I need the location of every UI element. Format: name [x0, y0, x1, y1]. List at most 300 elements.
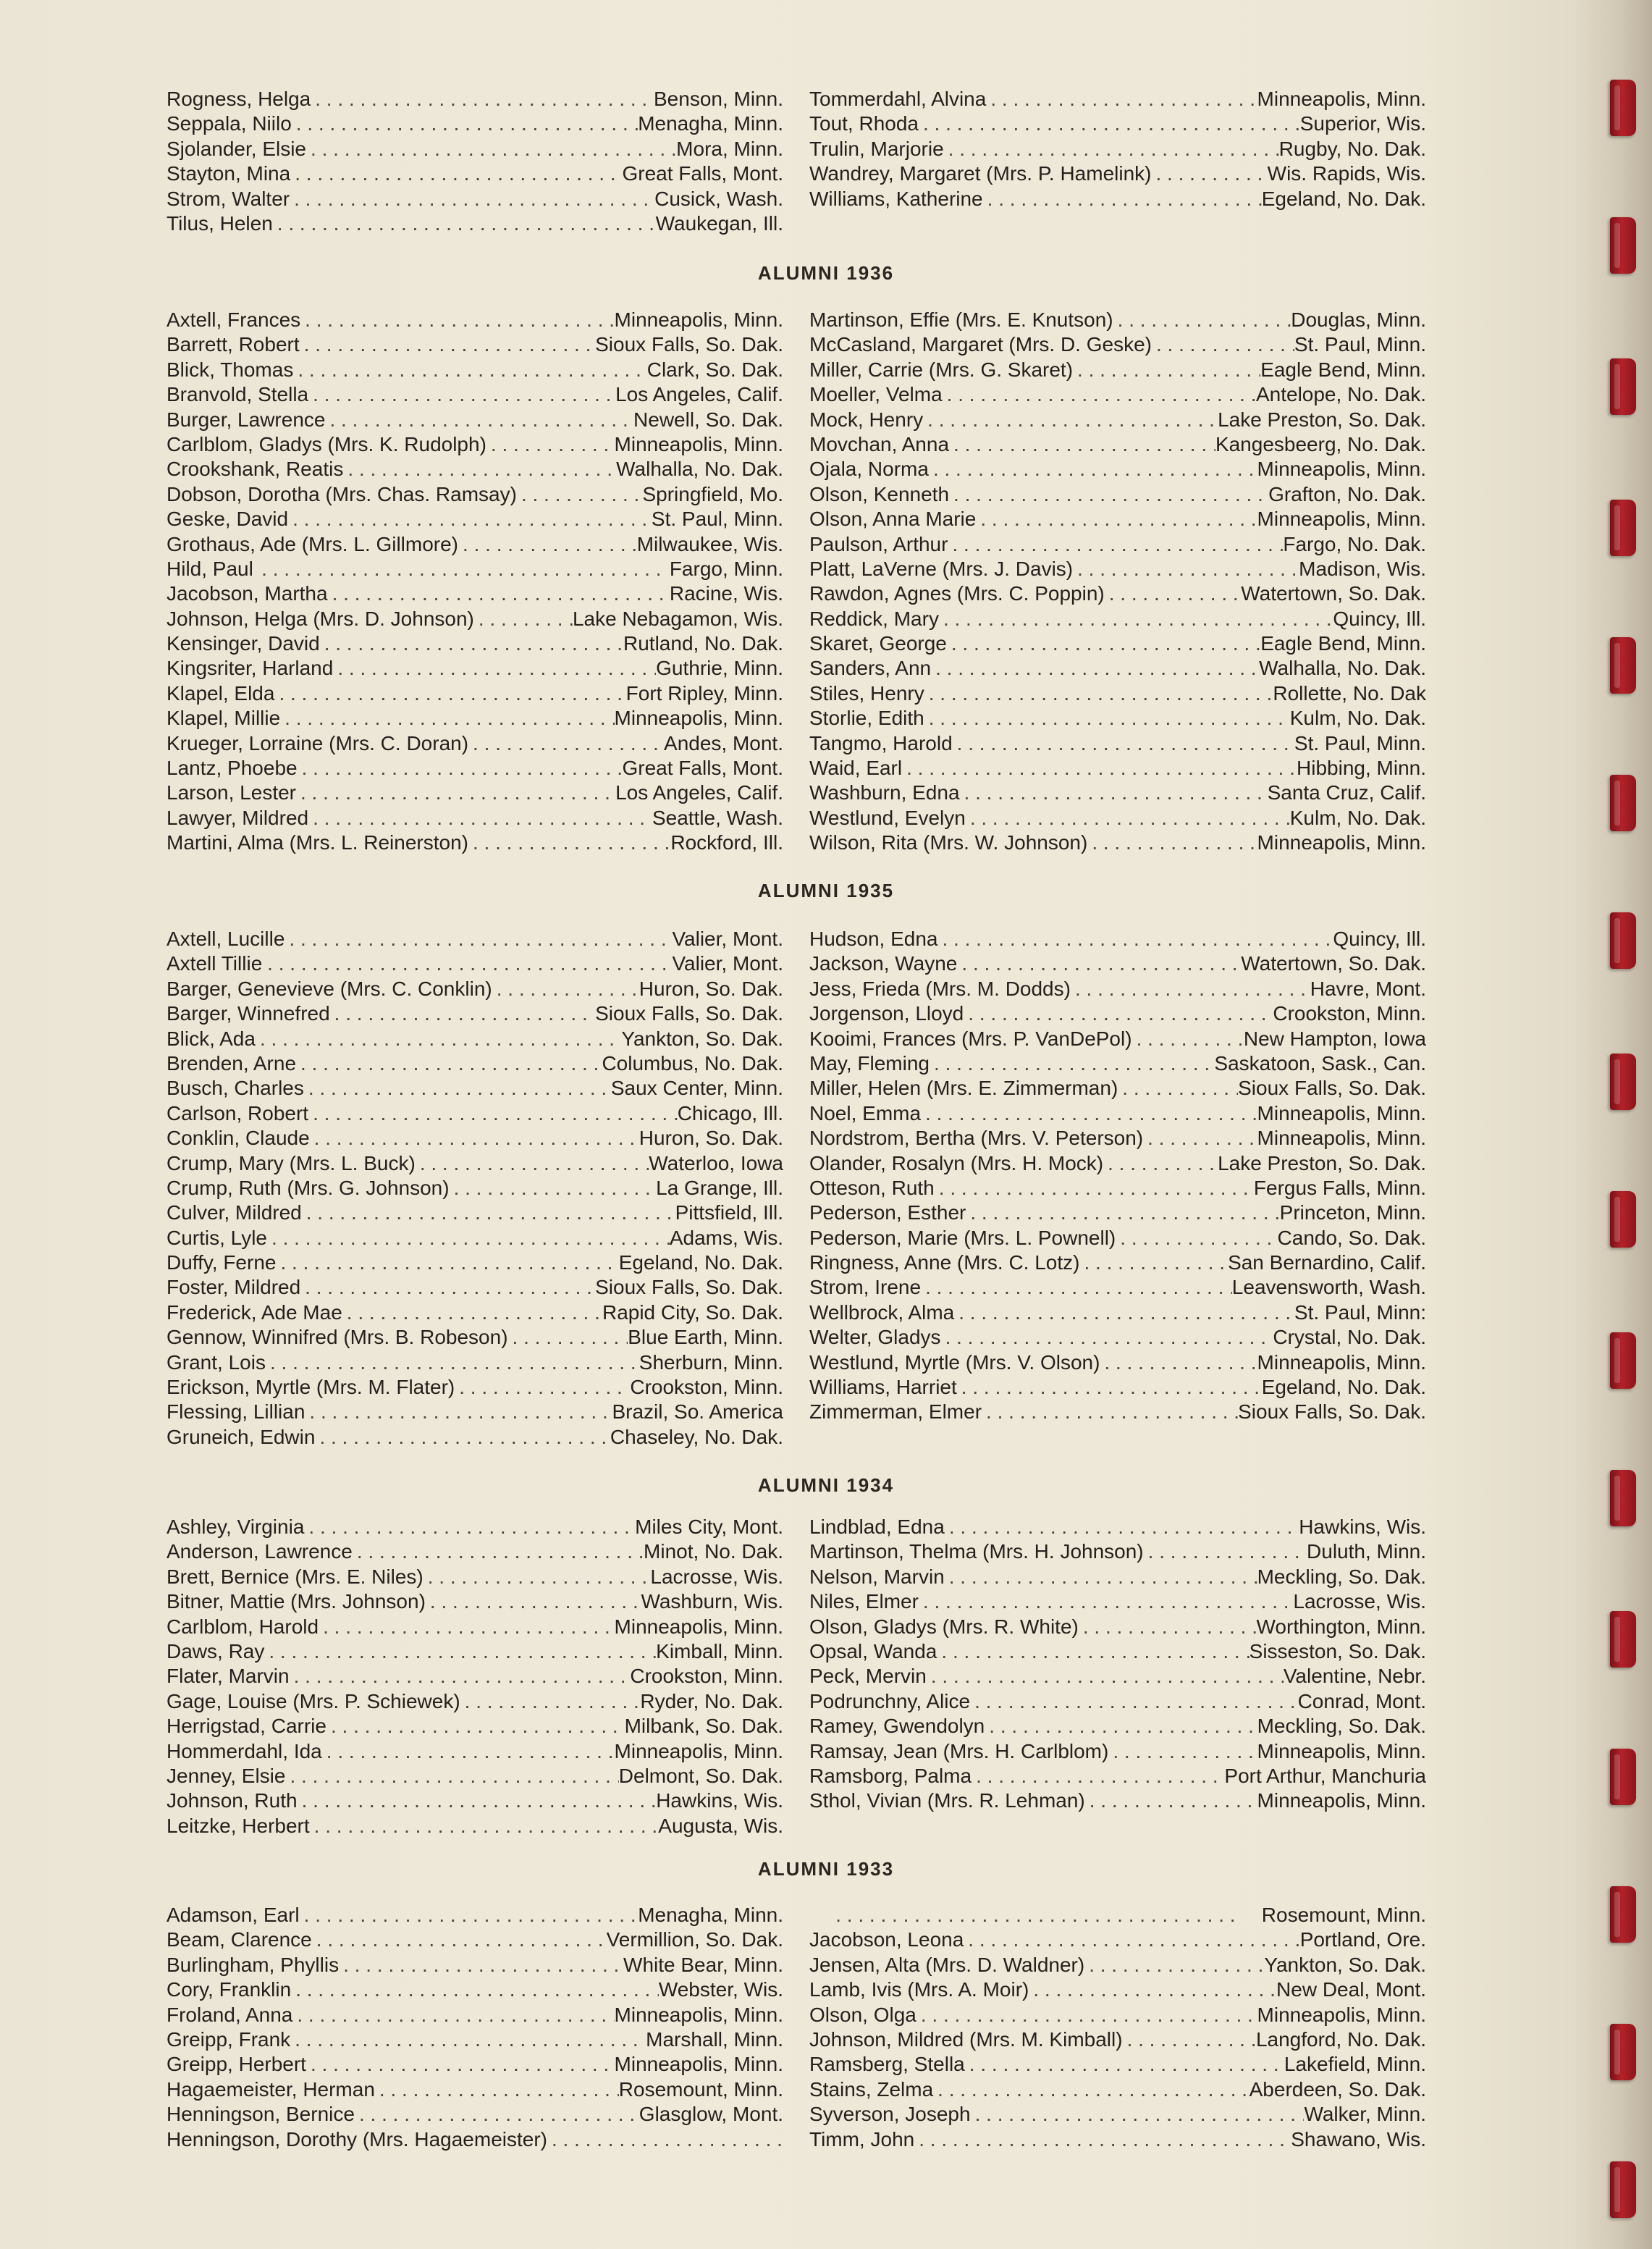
- alumni-entry: [809, 2127, 1426, 2152]
- alumni-entry: [167, 1375, 783, 1400]
- alumni-name: Ramsay, Jean (Mrs. H. Carlblom): [809, 1739, 1109, 1762]
- alumni-location: Kulm, No. Dak.: [1289, 707, 1426, 730]
- alumni-name: May, Fleming: [809, 1051, 930, 1075]
- alumni-name: Dobson, Dorotha (Mrs. Chas. Ramsay): [167, 482, 517, 505]
- binding-ring: [1610, 1191, 1636, 1248]
- alumni-name: Grothaus, Ade (Mrs. L. Gillmore): [167, 532, 459, 555]
- alumni-name: Curtis, Lyle: [167, 1226, 268, 1249]
- alumni-name: Blick, Thomas: [167, 358, 294, 381]
- alumni-location: Minneapolis, Minn.: [1257, 2003, 1426, 2026]
- alumni-location: Augusta, Wis.: [658, 1814, 783, 1837]
- leader-dots: [949, 482, 1268, 507]
- alumni-name: Adamson, Earl: [167, 1904, 300, 1926]
- leader-dots: [273, 211, 656, 236]
- alumni-location: Great Falls, Mont.: [622, 162, 783, 185]
- alumni-location: Marshall, Minn.: [646, 2027, 783, 2051]
- leader-dots: [944, 137, 1279, 161]
- alumni-name: Herrigstad, Carrie: [167, 1715, 326, 1738]
- leader-dots: [916, 2003, 1257, 2027]
- leader-dots: [292, 2003, 614, 2027]
- alumni-location: Sioux Falls, So. Dak.: [1238, 1400, 1426, 1424]
- alumni-entry: [167, 161, 783, 186]
- leader-dots: [305, 1400, 612, 1424]
- alumni-entry: [809, 1689, 1426, 1714]
- alumni-list-right: [809, 927, 1426, 1425]
- alumni-location: Egeland, No. Dak.: [1261, 187, 1426, 210]
- alumni-location: Los Angeles, Calif.: [615, 781, 783, 804]
- alumni-name: Timm, John: [809, 2127, 915, 2151]
- alumni-location: Sioux Falls, So. Dak.: [595, 1276, 783, 1299]
- leader-dots: [957, 1375, 1262, 1400]
- leader-dots: [949, 432, 1215, 457]
- alumni-location: Worthington, Minn.: [1256, 1615, 1426, 1638]
- alumni-entry: [167, 927, 783, 951]
- leader-dots: [300, 332, 595, 357]
- leader-dots: [291, 1977, 659, 2002]
- leader-dots: [266, 1350, 639, 1375]
- leader-dots: [939, 607, 1333, 631]
- binding-ring: [1610, 1332, 1636, 1389]
- alumni-list-left: [167, 927, 783, 1450]
- leader-dots: [312, 1928, 607, 1952]
- leader-dots: [300, 1275, 595, 1300]
- leader-dots: [809, 1903, 1262, 1928]
- alumni-entry: [809, 1764, 1426, 1788]
- alumni-location: Milbank, So. Dak.: [624, 1715, 783, 1738]
- leader-dots: [983, 187, 1262, 211]
- alumni-name: Brenden, Arne: [167, 1051, 297, 1075]
- alumni-location: Huron, So. Dak.: [639, 1127, 783, 1150]
- leader-dots: [970, 1689, 1298, 1714]
- alumni-location: Port Arthur, Manchuria: [1224, 1764, 1426, 1787]
- alumni-entry: [809, 507, 1426, 531]
- alumni-entry: [809, 631, 1426, 656]
- alumni-location: Quincy, Ill.: [1333, 607, 1426, 630]
- alumni-entry: [167, 1027, 783, 1051]
- alumni-entry: [167, 1539, 783, 1564]
- alumni-name: Ojala, Norma: [809, 458, 929, 481]
- alumni-name: Rawdon, Agnes (Mrs. C. Poppin): [809, 582, 1105, 605]
- alumni-location: Watertown, So. Dak.: [1241, 582, 1426, 605]
- alumni-location: Crystal, No. Dak.: [1273, 1326, 1426, 1349]
- leader-dots: [474, 607, 573, 631]
- alumni-location: Minneapolis, Minn.: [1257, 1127, 1426, 1150]
- alumni-name: Johnson, Helga (Mrs. D. Johnson): [167, 607, 474, 630]
- alumni-location: Guthrie, Minn.: [656, 657, 783, 680]
- alumni-entry: [809, 1101, 1426, 1126]
- alumni-name: Henningson, Bernice: [167, 2103, 355, 2126]
- binding-ring: [1610, 217, 1636, 274]
- alumni-entry: [809, 1226, 1426, 1250]
- leader-dots: [330, 1001, 595, 1026]
- alumni-name: Moeller, Velma: [809, 383, 943, 406]
- alumni-name: Hommerdahl, Ida: [167, 1739, 322, 1762]
- binding-ring: [1610, 912, 1636, 969]
- alumni-location: Cusick, Wash.: [654, 187, 783, 210]
- alumni-location: Kimball, Minn.: [656, 1639, 783, 1662]
- leader-dots: [985, 1714, 1257, 1739]
- alumni-location: Havre, Mont.: [1310, 977, 1426, 1000]
- alumni-location: Saskatoon, Sask., Can.: [1214, 1051, 1426, 1075]
- leader-dots: [256, 1027, 621, 1051]
- leader-dots: [450, 1176, 657, 1201]
- leader-dots: [1152, 332, 1294, 357]
- alumni-location: Newell, So. Dak.: [633, 408, 783, 431]
- alumni-location: New Hampton, Iowa: [1243, 1027, 1426, 1050]
- alumni-entry: [167, 951, 783, 976]
- leader-dots: [1087, 831, 1257, 855]
- alumni-location: Watertown, So. Dak.: [1241, 952, 1426, 975]
- alumni-name: Gage, Louise (Mrs. P. Schiewek): [167, 1689, 460, 1712]
- leader-dots: [941, 1325, 1273, 1350]
- alumni-location: Walhalla, No. Dak.: [1259, 657, 1426, 680]
- alumni-location: Clark, So. Dak.: [646, 358, 783, 381]
- leader-dots: [976, 507, 1257, 531]
- leader-dots: [1116, 1226, 1277, 1250]
- alumni-entry: [809, 2027, 1426, 2052]
- leader-dots: [339, 1953, 623, 1977]
- alumni-entry: [809, 1375, 1426, 1400]
- leader-dots: [280, 706, 614, 731]
- alumni-entry: [167, 1589, 783, 1614]
- leader-dots: [954, 1300, 1294, 1325]
- alumni-name: Froland, Anna: [167, 2003, 293, 2026]
- alumni-location: Sioux Falls, So. Dak.: [595, 1002, 783, 1025]
- alumni-location: Seattle, Wash.: [652, 806, 783, 829]
- leader-dots: [921, 1275, 1232, 1300]
- alumni-location: Minneapolis, Minn.: [614, 707, 783, 730]
- alumni-list-right: [809, 1515, 1426, 1814]
- alumni-entry: [809, 1325, 1426, 1350]
- leader-dots: [1085, 1788, 1257, 1813]
- leader-dots: [1152, 161, 1268, 186]
- alumni-name: Podrunchny, Alice: [809, 1689, 971, 1712]
- alumni-location: Eagle Bend, Minn.: [1260, 632, 1426, 655]
- alumni-entry: [809, 1151, 1426, 1176]
- alumni-location: Milwaukee, Wis.: [636, 532, 783, 555]
- alumni-name: Greipp, Herbert: [167, 2053, 306, 2076]
- alumni-entry: [809, 681, 1426, 706]
- alumni-entry: [809, 927, 1426, 951]
- alumni-location: Delmont, So. Dak.: [618, 1764, 783, 1787]
- alumni-entry: [167, 532, 783, 557]
- alumni-entry: [167, 1201, 783, 1225]
- alumni-location: Rosemount, Minn.: [618, 2077, 783, 2101]
- alumni-name: Trulin, Marjorie: [809, 137, 944, 160]
- section-heading: ALUMNI 1933: [757, 1858, 895, 1880]
- alumni-name: Platt, LaVerne (Mrs. J. Davis): [809, 557, 1074, 580]
- alumni-name: Ramey, Gwendolyn: [809, 1715, 985, 1738]
- alumni-entry: [809, 87, 1426, 112]
- leader-dots: [262, 951, 672, 976]
- alumni-name: Sanders, Ann: [809, 657, 932, 680]
- alumni-entry: [809, 457, 1426, 482]
- alumni-name: Paulson, Arthur: [809, 532, 948, 555]
- alumni-entry: [167, 1425, 783, 1450]
- alumni-entry: [809, 977, 1426, 1001]
- alumni-name: Otteson, Ruth: [809, 1176, 935, 1199]
- alumni-name: Carlson, Robert: [167, 1101, 309, 1124]
- alumni-name: Rogness, Helga: [167, 88, 311, 110]
- alumni-location: Langford, No. Dak.: [1255, 2027, 1426, 2051]
- alumni-entry: [809, 1051, 1426, 1076]
- leader-dots: [1029, 1977, 1276, 2002]
- leader-dots: [517, 482, 643, 507]
- alumni-entry: [809, 1076, 1426, 1101]
- leader-dots: [423, 1565, 651, 1589]
- alumni-name: Leitzke, Herbert: [167, 1814, 310, 1837]
- alumni-location: Racine, Wis.: [669, 582, 783, 605]
- alumni-entry: [809, 112, 1426, 136]
- alumni-entry: [809, 2052, 1426, 2077]
- alumni-location: Minneapolis, Minn.: [614, 1739, 783, 1762]
- leader-dots: [937, 927, 1333, 951]
- leader-dots: [276, 1250, 618, 1275]
- alumni-entry: [809, 1027, 1426, 1051]
- alumni-name: Barger, Genevieve (Mrs. C. Conklin): [167, 977, 492, 1000]
- leader-dots: [264, 1639, 656, 1664]
- alumni-list-right: [809, 308, 1426, 856]
- alumni-location: Meckling, So. Dak.: [1257, 1565, 1426, 1588]
- alumni-entry: [167, 581, 783, 606]
- leader-dots: [1108, 1739, 1257, 1764]
- alumni-name: Bitner, Mattie (Mrs. Johnson): [167, 1590, 426, 1613]
- alumni-name: Westlund, Evelyn: [809, 806, 966, 829]
- alumni-name: Jorgenson, Lloyd: [809, 1002, 964, 1025]
- leader-dots: [547, 2127, 783, 2152]
- alumni-entry: [167, 432, 783, 457]
- alumni-entry: [809, 308, 1426, 332]
- alumni-name: Grant, Lois: [167, 1350, 266, 1374]
- alumni-location: Fargo, Minn.: [669, 557, 783, 580]
- alumni-entry: [809, 1300, 1426, 1325]
- alumni-name: Axtell, Frances: [167, 308, 301, 331]
- alumni-location: Grafton, No. Dak.: [1268, 482, 1426, 505]
- alumni-location: Minneapolis, Minn.: [614, 2003, 783, 2026]
- alumni-location: Brazil, So. America: [612, 1400, 783, 1424]
- alumni-name: Tilus, Helen: [167, 211, 273, 235]
- alumni-entry: [809, 432, 1426, 457]
- alumni-entry: [167, 1928, 783, 1952]
- alumni-entry: [809, 408, 1426, 432]
- leader-dots: [298, 1788, 657, 1813]
- leader-dots: [937, 1639, 1249, 1664]
- alumni-entry: [809, 1977, 1426, 2002]
- leader-dots: [304, 1076, 611, 1101]
- leader-dots: [308, 806, 652, 831]
- alumni-location: Minneapolis, Minn.: [614, 308, 783, 331]
- leader-dots: [311, 87, 654, 112]
- alumni-location: Rosemount, Minn.: [1261, 1904, 1426, 1926]
- alumni-entry: [809, 1515, 1426, 1539]
- alumni-location: St. Paul, Minn.: [1294, 333, 1426, 356]
- alumni-name: Lamb, Ivis (Mrs. A. Moir): [809, 1978, 1029, 2001]
- alumni-entry: [167, 1226, 783, 1250]
- leader-dots: [508, 1325, 628, 1350]
- alumni-name: Carlblom, Harold: [167, 1615, 319, 1638]
- alumni-entry: [167, 1977, 783, 2002]
- leader-dots: [971, 2102, 1305, 2127]
- leader-dots: [964, 1928, 1299, 1952]
- alumni-name: Busch, Charles: [167, 1077, 304, 1100]
- alumni-entry: [167, 1639, 783, 1664]
- alumni-entry: [167, 358, 783, 382]
- alumni-name: Ringness, Anne (Mrs. C. Lotz): [809, 1251, 1080, 1274]
- alumni-entry: [167, 308, 783, 332]
- binding-ring: [1610, 358, 1636, 415]
- alumni-name: Krueger, Lorraine (Mrs. C. Doran): [167, 731, 469, 754]
- leader-dots: [310, 1814, 659, 1838]
- alumni-location: Ryder, No. Dak.: [640, 1689, 783, 1712]
- alumni-entry: [167, 1903, 783, 1928]
- alumni-name: Kooimi, Frances (Mrs. P. VanDePol): [809, 1027, 1132, 1050]
- leader-dots: [1084, 1953, 1264, 1977]
- alumni-name: Olson, Anna Marie: [809, 508, 977, 531]
- alumni-location: Los Angeles, Calif.: [615, 383, 783, 406]
- alumni-location: Conrad, Mont.: [1297, 1689, 1426, 1712]
- alumni-entry: [167, 631, 783, 656]
- alumni-location: Great Falls, Mont.: [622, 757, 783, 780]
- alumni-name: Hudson, Edna: [809, 928, 938, 950]
- leader-dots: [355, 2102, 639, 2127]
- leader-dots: [468, 731, 664, 756]
- alumni-entry: [809, 2102, 1426, 2127]
- leader-dots: [1105, 581, 1242, 606]
- alumni-name: Daws, Ray: [167, 1639, 265, 1662]
- alumni-name: Syverson, Joseph: [809, 2103, 971, 2126]
- alumni-entry: [167, 2052, 783, 2077]
- alumni-entry: [809, 1953, 1426, 1977]
- leader-dots: [290, 161, 622, 186]
- alumni-entry: [167, 1250, 783, 1275]
- alumni-location: Egeland, No. Dak.: [618, 1251, 783, 1274]
- leader-dots: [1100, 1350, 1257, 1375]
- continued-list-left: [167, 87, 783, 236]
- alumni-name: Jenney, Elsie: [167, 1764, 286, 1787]
- alumni-name: Blick, Ada: [167, 1027, 256, 1050]
- leader-dots: [290, 1664, 631, 1689]
- leader-dots: [492, 977, 639, 1001]
- binding-ring: [1610, 775, 1636, 831]
- alumni-location: Antelope, No. Dak.: [1255, 383, 1426, 406]
- leader-dots: [293, 358, 646, 382]
- alumni-name: Martinson, Effie (Mrs. E. Knutson): [809, 308, 1113, 331]
- alumni-entry: [167, 2102, 783, 2127]
- alumni-name: Opsal, Wanda: [809, 1639, 937, 1662]
- leader-dots: [343, 457, 616, 482]
- alumni-entry: [167, 1615, 783, 1639]
- leader-dots: [1073, 557, 1299, 581]
- binding-ring: [1610, 1054, 1636, 1110]
- alumni-location: Vermillion, So. Dak.: [606, 1928, 783, 1951]
- alumni-name: Crump, Mary (Mrs. L. Buck): [167, 1151, 416, 1174]
- alumni-entry: [809, 1589, 1426, 1614]
- alumni-name: Stayton, Mina: [167, 162, 291, 185]
- alumni-entry: [167, 382, 783, 407]
- alumni-name: Tangmo, Harold: [809, 731, 953, 754]
- leader-dots: [308, 382, 615, 407]
- alumni-location: Columbus, No. Dak.: [602, 1051, 783, 1075]
- leader-dots: [933, 2077, 1249, 2102]
- alumni-location: Huron, So. Dak.: [639, 977, 783, 1000]
- alumni-entry: [167, 1325, 783, 1350]
- leader-dots: [290, 187, 654, 211]
- leader-dots: [914, 2127, 1291, 2152]
- alumni-entry: [809, 1275, 1426, 1300]
- alumni-location: Fargo, No. Dak.: [1283, 532, 1426, 555]
- alumni-name: Tommerdahl, Alvina: [809, 88, 987, 110]
- alumni-name: Stiles, Henry: [809, 681, 924, 705]
- alumni-name: Branvold, Stella: [167, 383, 309, 406]
- alumni-entry: [167, 507, 783, 531]
- alumni-entry: [167, 681, 783, 706]
- leader-dots: [947, 631, 1260, 656]
- alumni-name: Martini, Alma (Mrs. L. Reinerston): [167, 831, 468, 854]
- leader-dots: [1132, 1027, 1244, 1051]
- alumni-name: Jackson, Wayne: [809, 952, 958, 975]
- alumni-location: Rugby, No. Dak.: [1278, 137, 1426, 160]
- alumni-entry: [809, 2003, 1426, 2027]
- leader-dots: [1079, 1250, 1228, 1275]
- alumni-name: Gruneich, Edwin: [167, 1425, 316, 1448]
- alumni-list-left: [167, 1515, 783, 1838]
- alumni-location: Minneapolis, Minn.: [1257, 458, 1426, 481]
- section-heading: ALUMNI 1936: [757, 262, 895, 284]
- leader-dots: [1118, 1076, 1238, 1101]
- alumni-location: Mora, Minn.: [676, 137, 783, 160]
- alumni-name: Johnson, Mildred (Mrs. M. Kimball): [809, 2027, 1123, 2051]
- alumni-entry: [809, 581, 1426, 606]
- leader-dots: [966, 806, 1290, 831]
- alumni-entry: [809, 1350, 1426, 1375]
- alumni-entry: [809, 382, 1426, 407]
- alumni-list-right: [809, 1903, 1426, 2152]
- alumni-location: Aberdeen, So. Dak.: [1249, 2077, 1426, 2101]
- alumni-entry: [809, 1201, 1426, 1225]
- leader-dots: [290, 2027, 646, 2052]
- alumni-name: Olson, Olga: [809, 2003, 916, 2026]
- alumni-name: Wilson, Rita (Mrs. W. Johnson): [809, 831, 1088, 854]
- alumni-location: Adams, Wis.: [669, 1226, 783, 1249]
- alumni-location: Superior, Wis.: [1299, 112, 1426, 135]
- alumni-location: Eagle Bend, Minn.: [1260, 358, 1426, 381]
- alumni-name: Jacobson, Leona: [809, 1928, 964, 1951]
- alumni-entry: [167, 87, 783, 112]
- alumni-entry: [167, 1176, 783, 1201]
- alumni-location: Egeland, No. Dak.: [1261, 1376, 1426, 1399]
- alumni-list-left: [167, 1903, 783, 2152]
- alumni-entry: [809, 706, 1426, 731]
- alumni-entry: [809, 1176, 1426, 1201]
- alumni-location: Miles City, Mont.: [635, 1516, 783, 1538]
- alumni-name: Duffy, Ferne: [167, 1251, 277, 1274]
- alumni-location: Madison, Wis.: [1299, 557, 1426, 580]
- alumni-entry: [167, 137, 783, 161]
- alumni-name: Ashley, Virginia: [167, 1516, 305, 1538]
- alumni-entry: [167, 831, 783, 855]
- alumni-entry: [167, 1814, 783, 1838]
- leader-dots: [285, 1764, 618, 1788]
- alumni-location: Saux Center, Minn.: [610, 1077, 783, 1100]
- alumni-name: Klapel, Millie: [167, 707, 281, 730]
- leader-dots: [310, 1126, 639, 1151]
- leader-dots: [285, 927, 672, 951]
- alumni-name: Lawyer, Mildred: [167, 806, 309, 829]
- leader-dots: [923, 408, 1218, 432]
- alumni-location: Douglas, Minn.: [1291, 308, 1426, 331]
- leader-dots: [416, 1151, 649, 1176]
- leader-dots: [1103, 1151, 1218, 1176]
